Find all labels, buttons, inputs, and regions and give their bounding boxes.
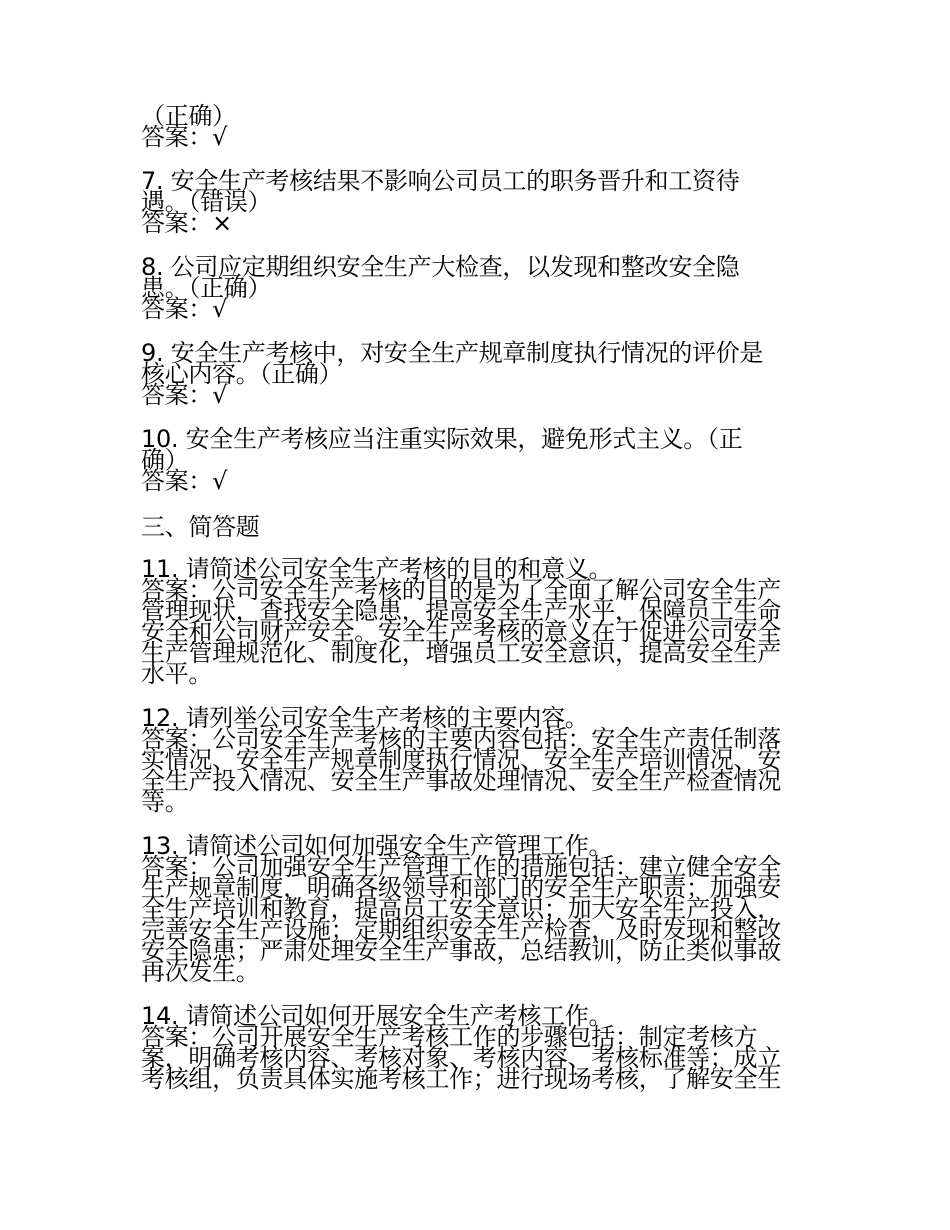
question-line: 7. 安全生产考核结果不影响公司员工的职务晋升和工资待 <box>141 167 740 195</box>
answer-line: 完善安全生产设施；定期组织安全生产检查，及时发现和整改 <box>141 916 781 944</box>
question-line: 9. 安全生产考核中，对安全生产规章制度执行情况的评价是 <box>141 339 764 367</box>
answer-line: 全生产培训和教育，提高员工安全意识；加大安全生产投入， <box>141 895 781 923</box>
answer-line: 生产管理规范化、制度化，增强员工安全意识，提高安全生产 <box>141 639 781 667</box>
short-answer-13 <box>141 832 816 986</box>
short-answer-11 <box>141 555 816 688</box>
answer-line: 生产规章制度，明确各级领导和部门的安全生产职责；加强安 <box>141 874 781 902</box>
question-tail: （正确） <box>141 102 236 130</box>
answer-line: 答案：公司安全生产考核的目的是为了全面了解公司安全生产 <box>141 576 781 604</box>
answer-line: 考核组，负责具体实施考核工作；进行现场考核，了解安全生 <box>141 1065 781 1093</box>
answer-line: 答案：公司开展安全生产考核工作的步骤包括：制定考核方 <box>141 1023 758 1051</box>
section-title: 三、简答题 <box>141 513 260 541</box>
previous-answer-block <box>141 102 816 151</box>
question-line: 8. 公司应定期组织安全生产大检查，以发现和整改安全隐 <box>141 253 740 281</box>
answer-line: 全生产投入情况、安全生产事故处理情况、安全生产检查情况 <box>141 767 781 795</box>
answer-line: 实情况、安全生产规章制度执行情况、安全生产培训情况、安 <box>141 746 781 774</box>
question-line: 10. 安全生产考核应当注重实际效果，避免形式主义。（正 <box>141 425 743 453</box>
answer-line: 管理现状，查找安全隐患，提高安全生产水平，保障员工生命 <box>141 597 781 625</box>
answer-line: 答案：√ <box>141 467 228 495</box>
tf-question-7 <box>141 167 816 237</box>
tf-question-8 <box>141 253 816 323</box>
question-line: 确） <box>141 446 189 474</box>
short-answer-12 <box>141 704 816 816</box>
answer-line: 案，明确考核内容、考核对象、考核内容、考核标准等；成立 <box>141 1044 781 1072</box>
question-line: 13. 请简述公司如何加强安全生产管理工作。 <box>141 832 613 860</box>
question-line: 核心内容。（正确） <box>141 360 343 388</box>
short-answer-14 <box>141 1002 816 1093</box>
answer-line: 水平。 <box>141 660 213 688</box>
document-body <box>141 102 816 1093</box>
answer-line: 安全隐患；严肃处理安全生产事故，总结教训，防止类似事故 <box>141 937 781 965</box>
question-line: 11. 请简述公司安全生产考核的目的和意义。 <box>141 555 613 583</box>
answer-line: 等。 <box>141 788 189 816</box>
answer-line: 安全和公司财产安全。安全生产考核的意义在于促进公司安全 <box>141 618 781 646</box>
question-line: 遇。（错误） <box>141 188 272 216</box>
answer-line: 答案：√ <box>141 123 228 151</box>
tf-question-10 <box>141 425 816 495</box>
question-line: 12. 请列举公司安全生产考核的主要内容。 <box>141 704 589 732</box>
answer-line: 答案：公司加强安全生产管理工作的措施包括：建立健全安全 <box>141 853 781 881</box>
answer-line: 答案：公司安全生产考核的主要内容包括：安全生产责任制落 <box>141 725 781 753</box>
question-line: 患。（正确） <box>141 274 272 302</box>
question-line: 14. 请简述公司如何开展安全生产考核工作。 <box>141 1002 613 1030</box>
tf-question-9 <box>141 339 816 409</box>
answer-line: 再次发生。 <box>141 958 260 986</box>
answer-line: 答案：√ <box>141 381 228 409</box>
answer-line: 答案：√ <box>141 295 228 323</box>
answer-line: 答案：× <box>141 209 232 237</box>
